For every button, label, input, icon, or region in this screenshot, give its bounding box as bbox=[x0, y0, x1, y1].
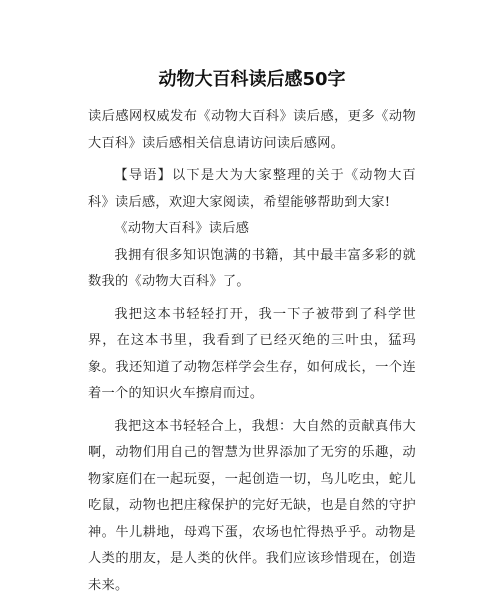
body-paragraph-2: 我把这本书轻轻打开，我一下子被带到了科学世界，在这本书里，我看到了已经灭绝的三叶虫，猛玛象。我还知道了动物怎样学会生存，如何成长，一个连着一个的知识火车擦肩而过。 bbox=[88, 302, 416, 408]
intro-paragraph: 读后感网权威发布《动物大百科》读后感，更多《动物大百科》读后感相关信息请访问读后感网。 bbox=[88, 104, 416, 157]
lead-paragraph: 【导语】以下是大为大家整理的关于《动物大百科》读后感，欢迎大家阅读，希望能够帮助到大家! bbox=[88, 163, 416, 216]
document-body bbox=[88, 104, 416, 599]
body-paragraph-3: 我把这本书轻轻合上，我想：大自然的贡献真伟大啊，动物们用自己的智慧为世界添加了无穷的乐趣，动物家庭们在一起玩耍，一起创造一切，鸟儿吃虫，蛇儿吃鼠，动物也把庄稼保护的完好无缺，也是自然的守护神。牛儿耕地，母鸡下蛋，农场也忙得热乎乎。动物是人类的朋友，是人类的伙伴。我们应该珍惜现在，创造未来。 bbox=[88, 414, 416, 599]
body-paragraph-1: 我拥有很多知识饱满的书籍，其中最丰富多彩的就数我的《动物大百科》了。 bbox=[88, 243, 416, 296]
section-heading: 《动物大百科》读后感 bbox=[88, 216, 416, 243]
document-title: 动物大百科读后感50字 bbox=[88, 68, 416, 92]
